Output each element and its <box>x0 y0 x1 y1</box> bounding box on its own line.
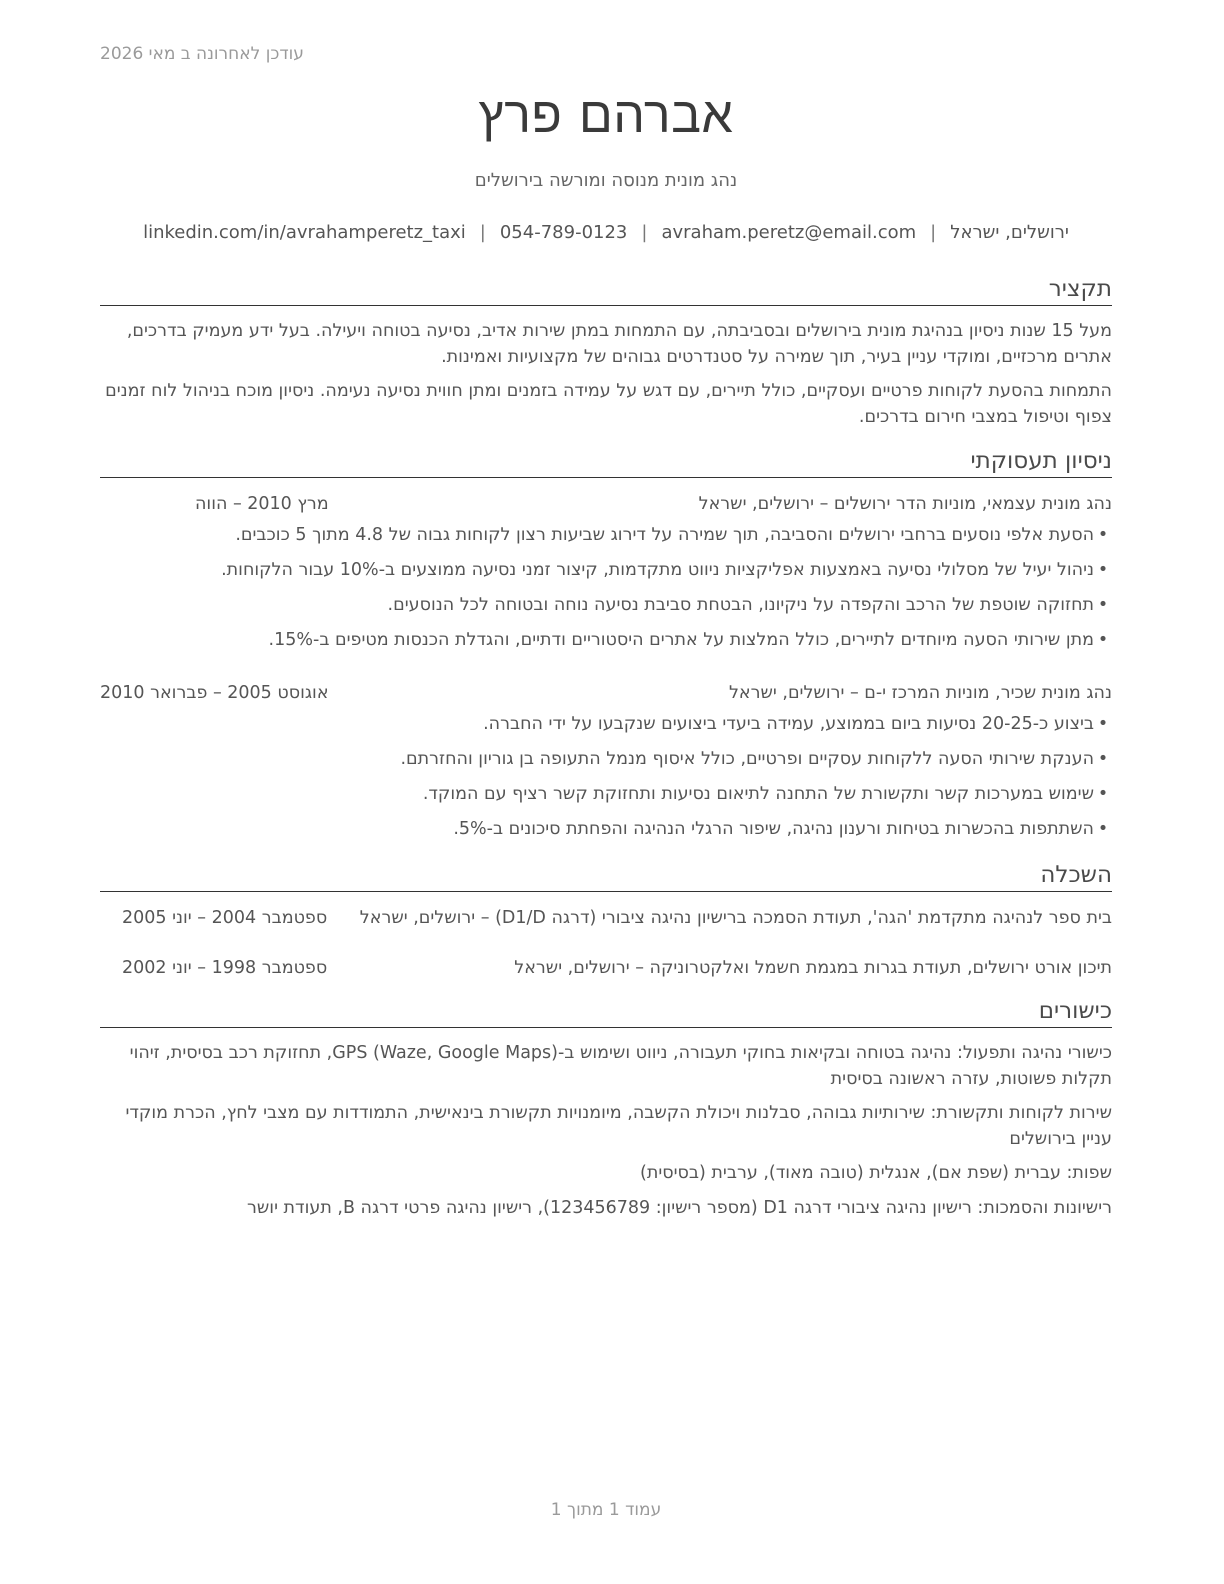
education-item <box>100 905 1112 931</box>
contact-email[interactable]: avraham.peretz@email.com <box>661 222 917 243</box>
resume-page <box>100 0 1112 1584</box>
summary-heading: תקציר <box>100 274 1112 306</box>
candidate-subtitle: נהג מונית מנוסה ומורשה בירושלים <box>474 170 738 191</box>
education-text: תיכון אורט ירושלים, תעודת בגרות במגמת חשמל ואלקטרוניקה – ירושלים, ישראל <box>514 958 1112 978</box>
last-updated: עודכן לאחרונה ב מאי 2026 <box>100 44 304 64</box>
skill-item: שפות: עברית (שפת אם), אנגלית (טובה מאוד), ערבית (בסיסית) <box>640 1163 1112 1183</box>
education-dates: ספטמבר 2004 – יוני 2005 <box>122 908 328 928</box>
job-bullet: •ביצוע כ-20-25 נסיעות ביום בממוצע, עמידה ביעדי ביצועים שנקבעו על ידי החברה. <box>483 714 1109 734</box>
job-bullet: •הענקת שירותי הסעה ללקוחות עסקיים ופרטיים, כולל איסוף מנמל התעופה בן גוריון והחזרתם. <box>400 749 1109 769</box>
summary-paragraph-2: התמחות בהסעת לקוחות פרטיים ועסקיים, כולל תיירים, עם דגש על עמידה בזמנים ומתן חווית נסיעה נעימה. ניסיון מוכח בניהול לוח זמנים צפוף וטיפול במצבי חירום בדרכים. <box>105 381 1112 427</box>
job-dates: מרץ 2010 – הווה <box>195 494 329 514</box>
page-number: עמוד 1 מתוך 1 <box>550 1500 662 1520</box>
contact-linkedin[interactable]: linkedin.com/in/avrahamperetz_taxi <box>143 222 466 243</box>
job-bullet: •הסעת אלפי נוסעים ברחבי ירושלים והסביבה, תוך שמירה על דירוג שביעות רצון לקוחות גבוה של 4.8 מתוך 5 כוכבים. <box>235 525 1109 545</box>
job-bullet: •השתתפות בהכשרות בטיחות ורענון נהיגה, שיפור הרגלי הנהיגה והפחתת סיכונים ב-5%. <box>453 819 1109 839</box>
contact-separator: | <box>930 222 937 243</box>
job-dates: אוגוסט 2005 – פברואר 2010 <box>100 683 329 703</box>
education-dates: ספטמבר 1998 – יוני 2002 <box>122 958 328 978</box>
skill-item: כישורי נהיגה ותפעול: נהיגה בטוחה ובקיאות בחוקי תעבורה, ניווט ושימוש ב-GPS (Waze, Google Maps), תחזוקת רכב בסיסית, זיהוי תקלות פשוטות, עזרה ראשונה בסיסית <box>129 1043 1112 1089</box>
contact-separator: | <box>479 222 486 243</box>
contact-line <box>100 222 1112 243</box>
job-role: נהג מונית עצמאי, מוניות הדר ירושלים – ירושלים, ישראל <box>698 494 1112 514</box>
experience-heading: ניסיון תעסוקתי <box>100 446 1112 478</box>
job-bullet: •ניהול יעיל של מסלולי נסיעה באמצעות אפליקציות ניווט מתקדמות, קיצור זמני נסיעה ממוצעים ב-10% עבור הלקוחות. <box>221 560 1109 580</box>
job-bullet: •מתן שירותי הסעה מיוחדים לתיירים, כולל המלצות על אתרים היסטוריים ודתיים, והגדלת הכנסות מטיפים ב-15%. <box>268 630 1109 650</box>
contact-location: ירושלים, ישראל <box>950 222 1069 243</box>
skills-heading: כישורים <box>100 996 1112 1028</box>
job-header <box>100 680 1112 706</box>
skill-item: רישיונות והסמכות: רישיון נהיגה ציבורי דרגה D1 (מספר רישיון: 123456789), רישיון נהיגה פרטי דרגה B, תעודת יושר <box>247 1198 1112 1218</box>
candidate-name: אברהם פרץ <box>478 86 734 144</box>
education-text: בית ספר לנהיגה מתקדמת 'הגה', תעודת הסמכה ברישיון נהיגה ציבורי (דרגה D1/D) – ירושלים, ישראל <box>359 908 1112 928</box>
job-header <box>100 491 1112 517</box>
contact-phone[interactable]: 054-789-0123 <box>499 222 628 243</box>
contact-separator: | <box>641 222 648 243</box>
skill-item: שירות לקוחות ותקשורת: שירותיות גבוהה, סבלנות ויכולת הקשבה, מיומנויות תקשורת בינאישית, התמודדות עם מצבי לחץ, הכרת מוקדי עניין בירושלים <box>125 1103 1112 1149</box>
job-role: נהג מונית שכיר, מוניות המרכז י-ם – ירושלים, ישראל <box>728 683 1112 703</box>
education-heading: השכלה <box>100 860 1112 892</box>
summary-paragraph-1: מעל 15 שנות ניסיון בנהיגת מונית בירושלים ובסביבתה, עם התמחות במתן שירות אדיב, נסיעה בטוחה ויעילה. בעל ידע מעמיק בדרכים, אתרים מרכזיים, ומוקדי עניין בעיר, תוך שמירה על סטנדרטים גבוהים של מקצועיות ואמינות. <box>126 321 1112 367</box>
job-bullet: •שימוש במערכות קשר ותקשורת של התחנה לתיאום נסיעות ותחזוקת קשר רציף עם המוקד. <box>422 784 1109 804</box>
job-bullet: •תחזוקה שוטפת של הרכב והקפדה על ניקיונו, הבטחת סביבת נסיעה נוחה ובטוחה לכל הנוסעים. <box>387 595 1109 615</box>
education-item <box>100 955 1112 981</box>
